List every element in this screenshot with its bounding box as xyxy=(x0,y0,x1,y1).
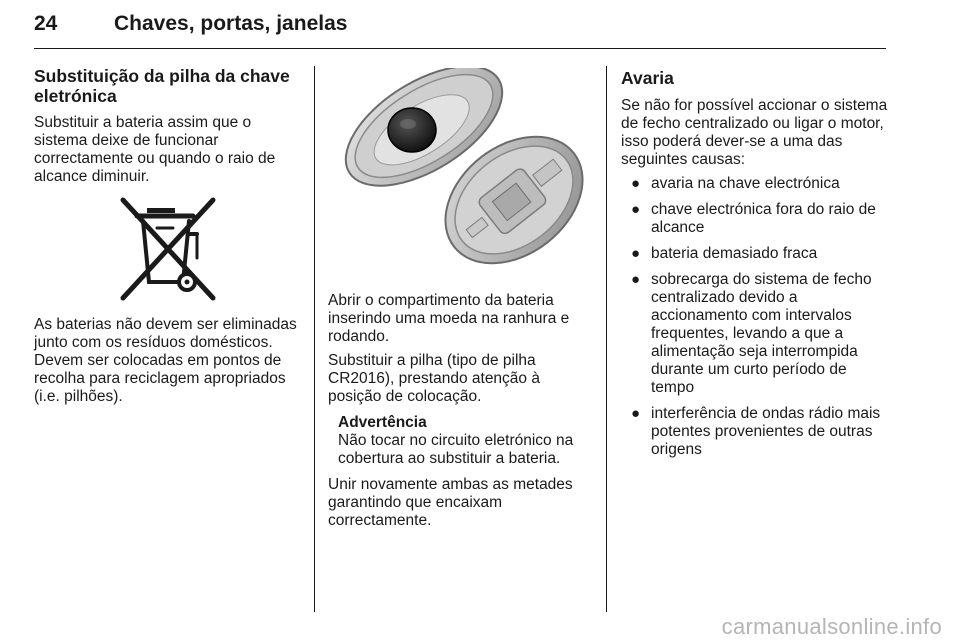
column-divider-1 xyxy=(314,66,315,612)
disposal-figure xyxy=(34,194,302,306)
bullet-icon: ● xyxy=(631,201,641,218)
section-heading-avaria: Avaria xyxy=(621,68,674,88)
column-divider-2 xyxy=(606,66,607,612)
page-number: 24 xyxy=(34,12,58,35)
warning-title: Advertência xyxy=(338,414,427,431)
step-replace-battery: Substituir a pilha (tipo de pilha CR2016), prestando atenção à posição de colocação. xyxy=(328,352,540,405)
bullet-icon: ● xyxy=(631,271,641,288)
warning-box xyxy=(338,414,590,468)
bullet-icon: ● xyxy=(631,245,641,262)
cause-text: avaria na chave electrónica xyxy=(651,175,840,192)
column-battery-replacement xyxy=(34,66,302,412)
watermark: carmanualsonline.info xyxy=(721,614,942,639)
chapter-title: Chaves, portas, janelas xyxy=(114,12,348,35)
malfunction-intro-text: Se não for possível accionar o sistema de fecho centralizado ou ligar o motor, isso poderá dever-se a uma das seguintes causas: xyxy=(621,97,888,168)
column-malfunction xyxy=(621,66,889,467)
column-battery-steps xyxy=(328,292,590,536)
list-item xyxy=(621,201,889,237)
page-header xyxy=(34,12,886,52)
step-reassemble: Unir novamente ambas as metades garantindo que encaixam correctamente. xyxy=(328,476,573,529)
cause-text: chave electrónica fora do raio de alcance xyxy=(651,201,876,236)
bullet-icon: ● xyxy=(631,405,641,422)
cause-text: interferência de ondas rádio mais potentes provenientes de outras origens xyxy=(651,405,881,458)
crossed-out-wheeled-bin-icon xyxy=(113,194,223,304)
list-item xyxy=(621,405,889,459)
battery-intro-text: Substituir a bateria assim que o sistema deixe de funcionar correctamente ou quando o raio de alcance diminuir. xyxy=(34,114,276,185)
key-fob-illustration xyxy=(328,68,590,274)
battery-disposal-text: As baterias não devem ser eliminadas junto com os resíduos domésticos. Devem ser colocadas em pontos de recolha para reciclagem apropriados (i.e. pilhões). xyxy=(34,316,297,405)
bullet-icon: ● xyxy=(631,175,641,192)
cause-text: bateria demasiado fraca xyxy=(651,245,818,262)
section-heading-battery: Substituição da pilha da chave eletrónica xyxy=(34,66,290,106)
key-fob-battery-illustration xyxy=(328,68,590,274)
header-rule xyxy=(34,48,886,49)
cause-list xyxy=(621,175,889,459)
list-item xyxy=(621,271,889,397)
step-open-compartment: Abrir o compartimento da bateria inserindo uma moeda na ranhura e rodando. xyxy=(328,292,570,345)
cause-text: sobrecarga do sistema de fecho centralizado devido a accionamento com intervalos frequentes, levando a que a alimentação seja interrompida durante um curto período de tempo xyxy=(651,271,872,396)
list-item xyxy=(621,175,889,193)
warning-text: Não tocar no circuito eletrónico na cobertura ao substituir a bateria. xyxy=(338,432,574,467)
list-item xyxy=(621,245,889,263)
